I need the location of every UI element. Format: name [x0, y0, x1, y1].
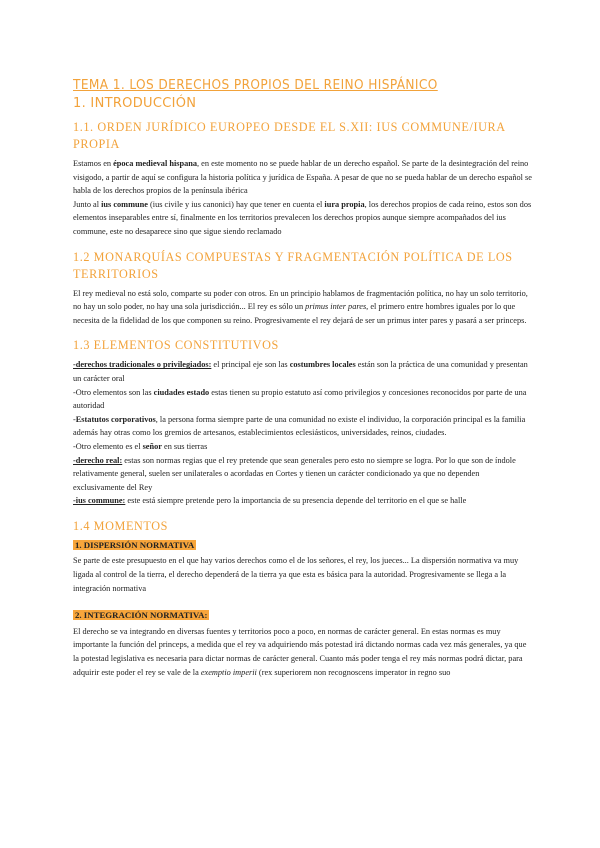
section-1-2-body: [73, 287, 533, 328]
list-item: -derecho real: estas son normas regias que el rey pretende que sean generales pero esto no siempre se logra. Por lo que son de índole relativamente general, suelen ser unilaterales o acordadas en Cortes y tienen un carácter condicionado ya que no dependen exclusivamente del Rey: [73, 455, 516, 492]
section-1-3-body: [73, 358, 533, 508]
subheading-dispersion: 1. DISPERSIÓN NORMATIVA: [75, 539, 195, 550]
paragraph: El derecho se va integrando en diversas fuentes y territorios poco a poco, en normas de carácter general. En estas normas es muy importante la función del princeps, a medida que el rey va adquiriendo más potestad irá dictando normas cada vez más generales, ya que la potestad legislativa es necesaria para dictar normas de carácter general. Cuanto más poder tenga el rey más normas podrá dictar, para adquirir este poder el rey se vale de la exemptio imperii (rex superiorem non recognoscens imperator in regno suo: [73, 626, 527, 677]
document-title: TEMA 1. LOS DERECHOS PROPIOS DEL REINO HISPÁNICO: [73, 77, 438, 93]
section-1-2-heading: 1.2 MONARQUÍAS COMPUESTAS Y FRAGMENTACIÓN POLÍTICA DE LOS TERRITORIOS: [73, 249, 513, 281]
subheading-container: [73, 539, 533, 553]
paragraph: Junto al ius commune (ius civile y ius canonici) hay que tener en cuenta el iura propia, los derechos propios de cada reino, estos son dos elementos inseparables entre sí, finalmente en los territorios prevalecen los derechos propios aunque siempre acompañados del ius commune, este no desaparece sino que sigue siendo reclamado: [73, 199, 532, 236]
list-item: -Estatutos corporativos, la persona forma siempre parte de una comunidad no existe el individuo, la corporación principal es la familia además hay otras como los gremios de artesanos, establecimientos eclesiásticos, universidades, reinos, ciudades.: [73, 414, 526, 438]
list-item: -derechos tradicionales o privilegiados: el principal eje son las costumbres locales están son la práctica de una comunidad y presentan un carácter oral: [73, 360, 528, 383]
section-1-1-body: [73, 157, 533, 239]
section-introduction-heading: 1. INTRODUCCIÓN: [73, 96, 197, 111]
document-page: [73, 76, 533, 679]
subheading-container: [73, 609, 533, 623]
section-1-4-body: [73, 539, 533, 679]
list-item: -Otro elementos son las ciudades estado estas tienen su propio estatuto así como privilegios y concesiones reconocidos por parte de una autoridad: [73, 387, 527, 411]
paragraph: Se parte de este presupuesto en el que hay varios derechos como el de los señores, el rey, los jueces... La dispersión normativa va muy ligada al control de la tierra, el derecho dependerá de la tierra ya que esta es básica para la autoridad. Progresivamente se llega a la integración normativa: [73, 556, 519, 593]
section-1-4-heading: 1.4 MOMENTOS: [73, 518, 169, 533]
paragraph: El rey medieval no está solo, comparte su poder con otros. En un principio hablamos de fragmentación política, no hay un solo territorio, no hay un solo poder, no hay una sola jurisdicción... El rey es sólo un primus inter pares, el primero entre hombres iguales por lo que necesita de la fidelidad de los que componen su reino. Progresivamente el rey dejará de ser un primus inter pares y pasará a ser princeps.: [73, 288, 528, 325]
list-item: -ius commune: este está siempre pretende pero la importancia de su presencia depende del territorio en el que se halle: [73, 496, 467, 506]
section-1-1-heading: 1.1. ORDEN JURÍDICO EUROPEO DESDE EL S.XII: IUS COMMUNE/IURA PROPIA: [73, 120, 505, 151]
section-1-3-heading: 1.3 ELEMENTOS CONSTITUTIVOS: [73, 338, 279, 353]
list-item: -Otro elemento es el señor en sus tierras: [73, 441, 208, 451]
paragraph: Estamos en época medieval hispana, en este momento no se puede hablar de un derecho español. Se parte de la desintegración del reino visigodo, a partir de aquí se configura la historia política y jurídica de España. A pesar de que no se pueda hablar de un derecho español se habla de los derechos propios de la península ibérica: [73, 159, 532, 196]
subheading-integracion: 2. INTEGRACIÓN NORMATIVA:: [75, 610, 208, 621]
